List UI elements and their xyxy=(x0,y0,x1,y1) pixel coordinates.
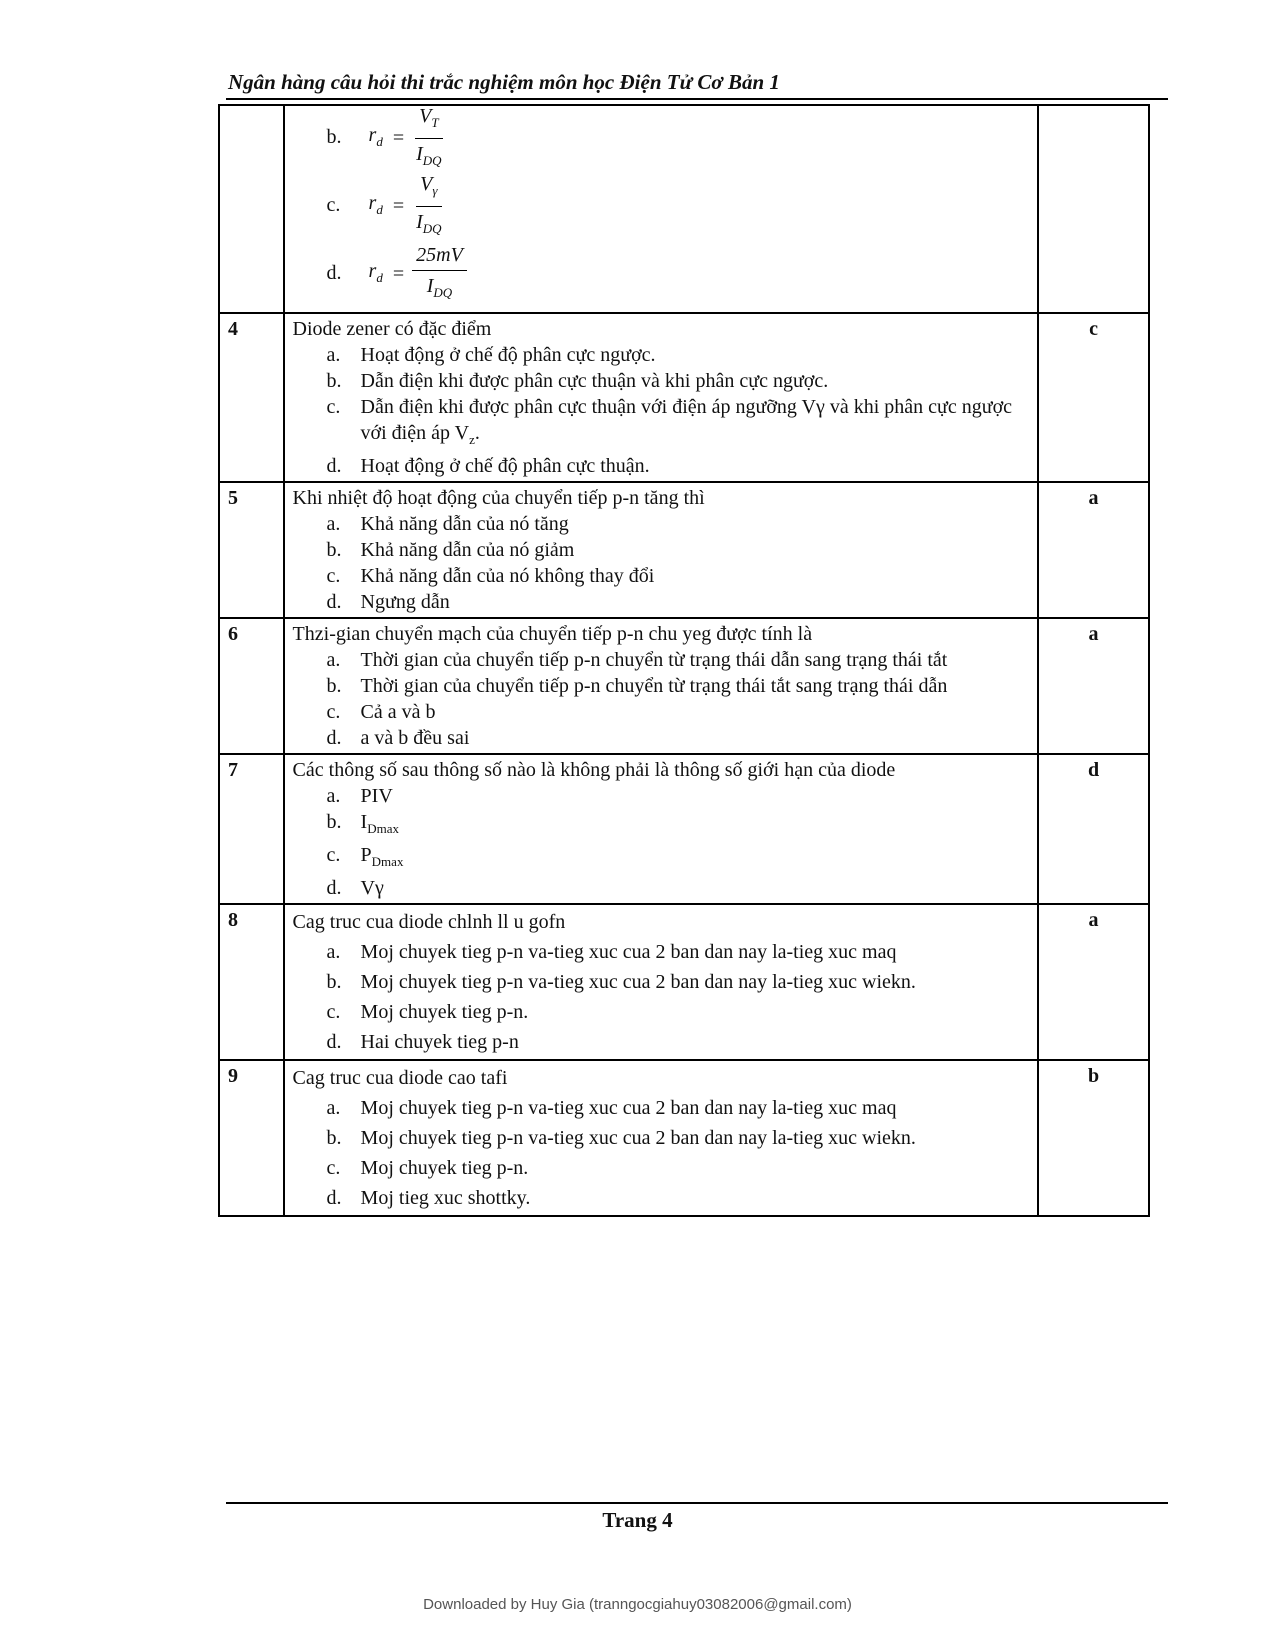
question-text: Cag truc cua diode chlnh ll u gofn xyxy=(292,911,566,933)
option-label: b. xyxy=(326,811,342,833)
correct-answer: c xyxy=(1038,313,1149,482)
answer-option xyxy=(327,937,1029,967)
table-row-question xyxy=(219,1060,1149,1216)
formula-numerator xyxy=(416,171,441,207)
formula-numerator xyxy=(415,103,442,139)
option-list xyxy=(293,783,1029,901)
question-cell xyxy=(284,1060,1038,1216)
formula-lhs-var: r xyxy=(368,123,377,146)
option-label: c. xyxy=(326,565,341,587)
formula-equals: = xyxy=(392,195,405,217)
question-number: 7 xyxy=(219,754,284,904)
answer-option xyxy=(327,1123,1029,1153)
option-tail: . xyxy=(474,422,480,444)
option-label: b. xyxy=(326,370,342,392)
option-text: Dẫn điện khi được phân cực thuận với điện áp ngưỡng Vγ và khi phân cực ngược với điện áp V xyxy=(360,396,1013,444)
question-number: 5 xyxy=(219,482,284,618)
answer-option xyxy=(327,394,1029,453)
answer-option xyxy=(327,511,1029,537)
option-text: Thời gian của chuyển tiếp p-n chuyển từ trạng thái tắt sang trạng thái dẫn xyxy=(360,675,948,697)
answer-option xyxy=(327,842,1029,875)
answer-option xyxy=(327,875,1029,901)
formula-lhs-var: r xyxy=(368,191,377,214)
answer-option xyxy=(327,809,1029,842)
formula xyxy=(369,174,446,238)
question-text: Các thông số sau thông số nào là không phải là thông số giới hạn của diode xyxy=(292,759,896,781)
answer-option xyxy=(327,1153,1029,1183)
option-label: d. xyxy=(326,727,342,749)
option-text: Khả năng dẫn của nó không thay đổi xyxy=(360,565,655,587)
formula xyxy=(369,242,467,306)
numerator-sub: T xyxy=(431,114,439,130)
option-text: Moj tieg xuc shottky. xyxy=(360,1187,531,1209)
answer-option xyxy=(327,783,1029,809)
answer-cell xyxy=(1038,105,1149,313)
table-row-question xyxy=(219,313,1149,482)
option-subscript: z xyxy=(469,432,475,447)
formula-lhs-sub: d xyxy=(376,133,383,149)
option-text: P xyxy=(360,844,372,866)
answer-option xyxy=(327,699,1029,725)
question-cell xyxy=(284,482,1038,618)
table-row-question xyxy=(219,482,1149,618)
answer-option xyxy=(327,647,1029,673)
option-text: Moj chuyek tieg p-n. xyxy=(360,1157,529,1179)
formula-option xyxy=(293,174,1029,242)
formula-lhs xyxy=(369,190,383,223)
option-text: PIV xyxy=(360,785,393,807)
option-text: Hoạt động ở chế độ phân cực thuận. xyxy=(360,455,650,477)
option-text: I xyxy=(360,811,368,833)
denominator-var: I xyxy=(416,142,423,165)
numerator-var: V xyxy=(420,172,433,195)
option-label: d. xyxy=(326,1187,342,1209)
formula-fraction xyxy=(412,171,445,242)
option-label: d. xyxy=(326,591,342,613)
correct-answer: a xyxy=(1038,618,1149,754)
option-text: Khả năng dẫn của nó tăng xyxy=(360,513,569,535)
formula-lhs xyxy=(369,122,383,155)
correct-answer: d xyxy=(1038,754,1149,904)
table-row-question xyxy=(219,904,1149,1060)
option-text: Hoạt động ở chế độ phân cực ngược. xyxy=(360,344,656,366)
option-label: b. xyxy=(326,126,342,148)
denominator-sub: DQ xyxy=(433,285,453,300)
question-text: Khi nhiệt độ hoạt động của chuyển tiếp p-n tăng thì xyxy=(292,487,705,509)
formula-equals: = xyxy=(392,127,405,149)
formula-lhs-sub: d xyxy=(376,201,383,217)
option-list xyxy=(293,937,1029,1057)
answer-option xyxy=(327,673,1029,699)
option-label: d. xyxy=(326,877,342,899)
question-cell xyxy=(284,754,1038,904)
option-text: Dẫn điện khi được phân cực thuận và khi phân cực ngược. xyxy=(360,370,829,392)
table-row-question xyxy=(219,618,1149,754)
option-text: Moj chuyek tieg p-n va-tieg xuc cua 2 ban dan nay la-tieg xuc wiekn. xyxy=(360,1127,916,1149)
option-label: c. xyxy=(326,396,341,418)
option-label: c. xyxy=(326,844,341,866)
numerator-var: V xyxy=(419,104,432,127)
question-text: Cag truc cua diode cao tafi xyxy=(292,1067,508,1089)
option-subscript: Dmax xyxy=(371,854,404,869)
option-subscript: Dmax xyxy=(367,821,399,836)
option-label: a. xyxy=(326,785,341,807)
option-label: b. xyxy=(326,675,342,697)
option-label: a. xyxy=(326,1097,341,1119)
download-notice: Downloaded by Huy Gia (tranngocgiahuy03082006@gmail.com) xyxy=(423,1596,852,1613)
table-row-question xyxy=(219,754,1149,904)
question-cell xyxy=(284,904,1038,1060)
formula-lhs-sub: d xyxy=(376,269,383,285)
answer-option xyxy=(327,725,1029,751)
option-label: a. xyxy=(326,344,341,366)
option-label: b. xyxy=(326,539,342,561)
formula-option xyxy=(293,106,1029,174)
option-text: Moj chuyek tieg p-n va-tieg xuc cua 2 ban dan nay la-tieg xuc wiekn. xyxy=(360,971,916,993)
option-label: d. xyxy=(326,262,342,284)
answer-option xyxy=(327,563,1029,589)
formula-lhs-var: r xyxy=(368,259,377,282)
option-list xyxy=(293,647,1029,751)
option-text: Moj chuyek tieg p-n. xyxy=(360,1001,529,1023)
option-label: b. xyxy=(326,971,342,993)
formula-fraction xyxy=(412,103,445,174)
option-label: c. xyxy=(326,701,341,723)
option-text: Moj chuyek tieg p-n va-tieg xuc cua 2 ban dan nay la-tieg xuc maq xyxy=(360,1097,897,1119)
formula-numerator xyxy=(412,242,467,271)
option-label: c. xyxy=(326,1157,341,1179)
answer-option xyxy=(327,368,1029,394)
page-header-title: Ngân hàng câu hỏi thi trắc nghiệm môn học Điện Tử Cơ Bản 1 xyxy=(228,70,780,94)
formula-option xyxy=(293,242,1029,310)
option-text: Khả năng dẫn của nó giảm xyxy=(360,539,575,561)
formula-lhs xyxy=(369,258,383,291)
option-label: a. xyxy=(326,649,341,671)
denominator-var: I xyxy=(416,210,423,233)
option-list xyxy=(293,511,1029,615)
numerator-sub: γ xyxy=(432,182,438,198)
option-text: Cả a và b xyxy=(360,701,436,723)
option-label: c. xyxy=(326,1001,341,1023)
formula-fraction xyxy=(412,242,467,306)
answer-option xyxy=(327,342,1029,368)
question-number: 4 xyxy=(219,313,284,482)
answer-option xyxy=(327,1093,1029,1123)
question-table xyxy=(218,104,1150,1217)
option-label: d. xyxy=(326,1031,342,1053)
question-number: 9 xyxy=(219,1060,284,1216)
answer-option xyxy=(327,1183,1029,1213)
option-text: Hai chuyek tieg p-n xyxy=(360,1031,519,1053)
question-number: 6 xyxy=(219,618,284,754)
option-label: b. xyxy=(326,1127,342,1149)
question-number: 8 xyxy=(219,904,284,1060)
denominator-sub: DQ xyxy=(422,220,442,236)
table-row-formulas xyxy=(219,105,1149,313)
option-text: Vγ xyxy=(360,877,384,899)
option-label: a. xyxy=(326,941,341,963)
answer-option xyxy=(327,997,1029,1027)
question-text: Thzi-gian chuyển mạch của chuyển tiếp p-n chu yeg được tính là xyxy=(292,623,813,645)
denominator-var: I xyxy=(426,275,434,297)
page-number: Trang 4 xyxy=(602,1508,673,1532)
question-cell xyxy=(284,313,1038,482)
denominator-sub: DQ xyxy=(422,152,442,168)
option-text: Thời gian của chuyển tiếp p-n chuyển từ trạng thái dẫn sang trạng thái tắt xyxy=(360,649,948,671)
question-number-cell xyxy=(219,105,284,313)
answer-option xyxy=(327,453,1029,479)
option-text: a và b đều sai xyxy=(360,727,470,749)
header-divider xyxy=(226,98,1168,100)
correct-answer: b xyxy=(1038,1060,1149,1216)
answer-option xyxy=(327,967,1029,997)
correct-answer: a xyxy=(1038,904,1149,1060)
option-list xyxy=(293,342,1029,479)
numerator-var: 25mV xyxy=(416,244,463,266)
option-text: Ngưng dẫn xyxy=(360,591,450,613)
correct-answer: a xyxy=(1038,482,1149,618)
answer-option xyxy=(327,589,1029,615)
footer-divider xyxy=(226,1502,1168,1504)
option-label: d. xyxy=(326,455,342,477)
option-label: a. xyxy=(326,513,341,535)
formula-cell xyxy=(284,105,1038,313)
formula-denominator xyxy=(412,207,445,242)
formula-denominator xyxy=(412,139,445,174)
option-list xyxy=(293,1093,1029,1213)
answer-option xyxy=(327,537,1029,563)
formula-equals: = xyxy=(392,263,405,285)
answer-option xyxy=(327,1027,1029,1057)
formula-denominator xyxy=(423,271,456,306)
question-cell xyxy=(284,618,1038,754)
formula xyxy=(369,106,446,170)
option-text: Moj chuyek tieg p-n va-tieg xuc cua 2 ban dan nay la-tieg xuc maq xyxy=(360,941,897,963)
option-label: c. xyxy=(326,194,341,216)
question-text: Diode zener có đặc điểm xyxy=(292,318,492,340)
